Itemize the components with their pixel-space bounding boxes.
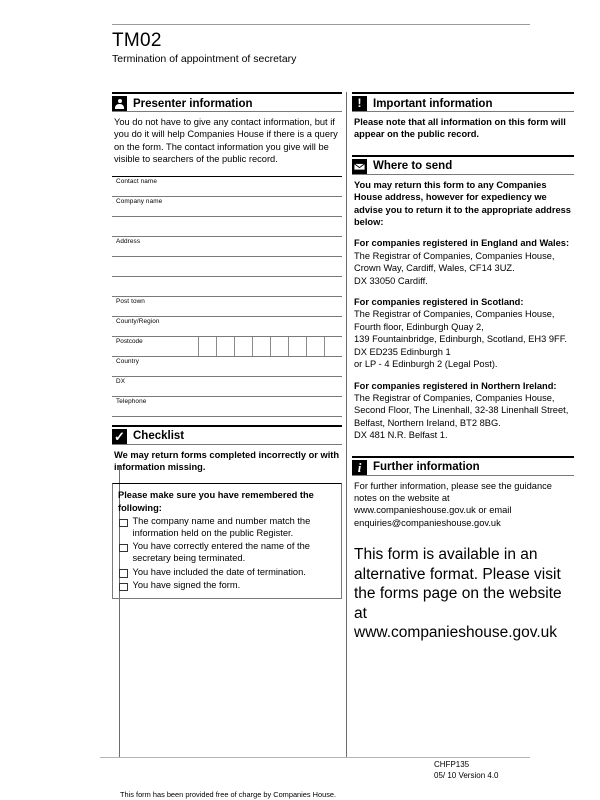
field-contact-name[interactable] <box>112 177 342 197</box>
checklist-item[interactable] <box>118 567 336 579</box>
field-label: County/Region <box>116 318 160 326</box>
checklist-item[interactable] <box>118 580 336 592</box>
checkbox-icon[interactable] <box>119 519 128 528</box>
footer-version: 05/ 10 Version 4.0 <box>434 770 499 780</box>
alternative-format-text: This form is available in an alternative format. Please visit the forms page on the website at www.companieshouse.gov.uk <box>354 546 562 642</box>
where-to-send-body <box>352 174 574 456</box>
postcode-char-box[interactable] <box>216 337 234 356</box>
where-to-send-intro: You may return this form to any Companies House address, however for expediency we advise you to return it to the appropriate address below: <box>354 179 571 228</box>
address-line: The Registrar of Companies, Companies House, <box>354 309 555 320</box>
field-label: Company name <box>116 198 163 206</box>
person-icon <box>112 96 127 111</box>
address-line: Belfast, Northern Ireland, BT2 8BG. <box>354 417 501 428</box>
footer-divider <box>100 757 530 758</box>
footer-ref-code: CHFP135 <box>434 760 470 769</box>
checklist-intro: Please make sure you have remembered the following: <box>118 490 314 513</box>
footer-reference <box>434 760 499 781</box>
checklist-heading-label: Checklist <box>133 430 185 443</box>
address-line: DX 481 N.R. Belfast 1. <box>354 430 448 441</box>
checkbox-icon[interactable] <box>119 583 128 592</box>
postcode-char-box[interactable] <box>234 337 252 356</box>
checklist-items-box <box>112 483 342 598</box>
field-label: Address <box>116 238 141 246</box>
presenter-heading-label: Presenter information <box>133 97 253 110</box>
field-address-line2[interactable] <box>112 257 342 277</box>
checklist-item[interactable] <box>118 516 336 539</box>
field-label <box>116 277 342 279</box>
column-divider <box>346 92 347 757</box>
postcode-char-box[interactable] <box>198 337 216 356</box>
address-line: Crown Way, Cardiff, Wales, CF14 3UZ. <box>354 263 515 274</box>
where-to-send-heading <box>352 155 574 174</box>
field-label: Contact name <box>116 178 157 186</box>
check-icon: ✓ <box>112 429 127 444</box>
address-line: DX 33050 Cardiff. <box>354 275 428 286</box>
address-line: The Registrar of Companies, Companies House, <box>354 392 555 403</box>
field-post-town[interactable] <box>112 297 342 317</box>
footer-note: This form has been provided free of charge by Companies House. <box>120 790 337 799</box>
address-line: or LP - 4 Edinburgh 2 (Legal Post). <box>354 359 498 370</box>
field-country[interactable] <box>112 357 342 377</box>
further-information-heading <box>352 456 574 475</box>
field-label: Postcode <box>116 338 143 346</box>
address-title: For companies registered in England and Wales: <box>354 238 570 249</box>
important-text: Please note that all information on this form will appear on the public record. <box>354 117 566 140</box>
address-northern-ireland <box>354 380 572 442</box>
further-information-text: For further information, please see the guidance notes on the website at www.companieshouse.gov.uk or email enquiries@companieshouse.gov.uk <box>354 480 552 528</box>
page-header <box>112 22 532 66</box>
checkbox-icon[interactable] <box>119 544 128 553</box>
field-telephone[interactable] <box>112 397 342 417</box>
field-county-region[interactable] <box>112 317 342 337</box>
address-line: Fourth floor, Edinburgh Quay 2, <box>354 321 484 332</box>
field-company-name-line2[interactable] <box>112 217 342 237</box>
address-england-wales <box>354 237 572 287</box>
important-body <box>352 111 574 155</box>
address-title: For companies registered in Scotland: <box>354 297 524 308</box>
where-to-send-heading-label: Where to send <box>373 160 453 173</box>
presenter-note: You do not have to give any contact information, but if you do it will help Companies House if there is a query on the form. The contact information you give will be visible to searchers of the public record. <box>114 117 338 165</box>
field-address[interactable] <box>112 237 342 257</box>
field-postcode[interactable] <box>112 337 342 357</box>
field-dx[interactable] <box>112 377 342 397</box>
important-heading-label: Important information <box>373 97 493 110</box>
exclamation-icon: ! <box>352 96 367 111</box>
important-heading <box>352 92 574 111</box>
presenter-heading <box>112 92 342 111</box>
field-label: Country <box>116 358 140 366</box>
envelope-icon <box>352 159 367 174</box>
checklist-item[interactable] <box>118 541 336 564</box>
postcode-char-box[interactable] <box>324 337 342 356</box>
address-line: Second Floor, The Linenhall, 32-38 Linenhall Street, <box>354 405 569 416</box>
postcode-char-box[interactable] <box>288 337 306 356</box>
checkbox-icon[interactable] <box>119 569 128 578</box>
postcode-char-box[interactable] <box>252 337 270 356</box>
checklist-item-label: You have signed the form. <box>132 580 241 591</box>
address-title: For companies registered in Northern Ireland: <box>354 380 557 391</box>
field-label: Telephone <box>116 398 147 406</box>
left-column <box>112 92 342 599</box>
field-label <box>116 257 342 259</box>
address-line: DX ED235 Edinburgh 1 <box>354 346 451 357</box>
info-icon: i <box>352 460 367 475</box>
address-scotland <box>354 296 572 370</box>
address-line: 139 Fountainbridge, Edinburgh, Scotland, EH3 9FF. <box>354 334 567 345</box>
field-label: DX <box>116 378 126 386</box>
field-label: Post town <box>116 298 145 306</box>
checklist-item-label: You have correctly entered the name of the secretary being terminated. <box>132 541 310 564</box>
further-information-heading-label: Further information <box>373 461 480 474</box>
form-title: Termination of appointment of secretary <box>112 53 297 65</box>
form-code: TM02 <box>112 30 162 51</box>
presenter-note-box <box>112 111 342 172</box>
right-column <box>352 92 574 649</box>
postcode-char-box[interactable] <box>270 337 288 356</box>
checklist-warning: We may return forms completed incorrectly or with information missing. <box>114 449 340 473</box>
further-information-body <box>352 475 574 649</box>
checklist-item-label: The company name and number match the information held on the public Register. <box>132 516 311 538</box>
presenter-fields <box>112 176 342 417</box>
address-line: The Registrar of Companies, Companies House, <box>354 250 555 261</box>
field-address-line3[interactable] <box>112 277 342 297</box>
postcode-char-box[interactable] <box>306 337 324 356</box>
checklist-warning-box <box>112 444 342 480</box>
field-label <box>116 217 342 219</box>
field-company-name[interactable] <box>112 197 342 217</box>
checklist-item-label: You have included the date of termination. <box>132 566 306 577</box>
checklist-heading <box>112 425 342 444</box>
